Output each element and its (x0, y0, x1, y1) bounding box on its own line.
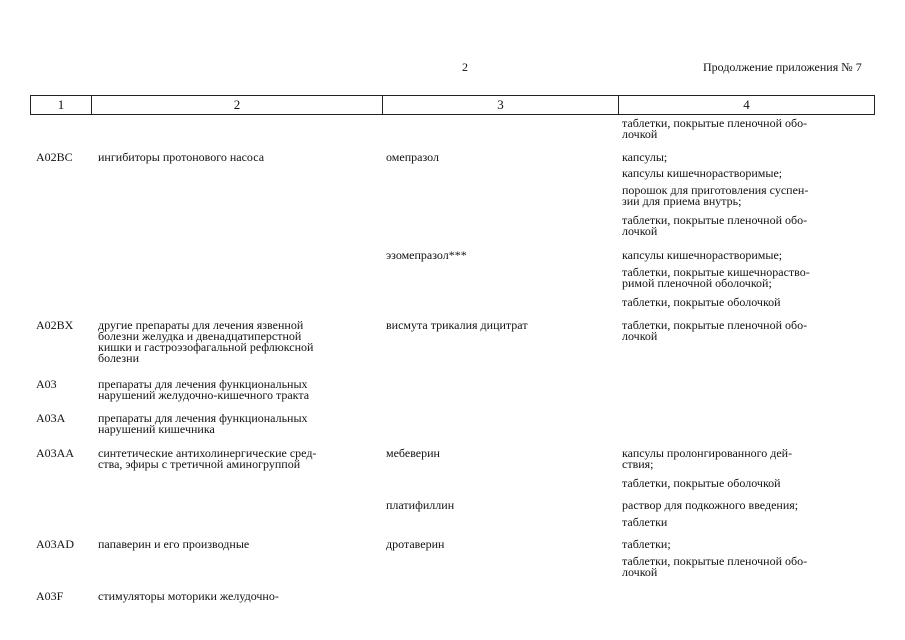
atc-code: A02BC (36, 150, 73, 164)
atc-description: стимуляторы моторики желудочно- (98, 589, 279, 603)
dosage-form: таблетки, покрытые пленочной обо- лочкой (622, 213, 808, 238)
drug-name: эзомепразол*** (386, 248, 467, 262)
dosage-form: таблетки, покрытые пленочной обо- лочкой (622, 554, 808, 579)
atc-code: A03A (36, 411, 66, 425)
dosage-form: таблетки, покрытые пленочной обо- лочкой (622, 318, 808, 343)
drug-name: висмута трикалия дицитрат (386, 318, 528, 332)
drug-name: мебеверин (386, 446, 440, 460)
dosage-form: капсулы пролонгированного дей- ствия; (622, 446, 793, 471)
atc-code: A03AA (36, 446, 74, 460)
page-number: 2 (462, 60, 468, 74)
drug-name: омепразол (386, 150, 439, 164)
drug-name: платифиллин (386, 498, 455, 512)
dosage-form: таблетки, покрытые кишечнораство- римой пленочной оболочкой; (622, 265, 810, 290)
dosage-form: капсулы; (622, 150, 668, 164)
atc-description: препараты для лечения функциональных нарушений желудочно-кишечного тракта (98, 377, 310, 402)
atc-code: A03AD (36, 537, 74, 551)
atc-description: другие препараты для лечения язвенной болезни желудка и двенадцатиперстной кишки и гастроэзофагальной рефлюксной болезни (98, 318, 314, 365)
header-col-4: 4 (743, 97, 750, 112)
header-col-1: 1 (31, 96, 92, 114)
dosage-form: порошок для приготовления суспен- зии для приема внутрь; (622, 183, 809, 208)
dosage-form: капсулы кишечнорастворимые; (622, 248, 783, 262)
header-col-3: 3 (383, 96, 619, 114)
continued-dosage-form: таблетки, покрытые пленочной обо- лочкой (622, 116, 808, 141)
dosage-form: таблетки (622, 515, 668, 529)
atc-description: ингибиторы протонового насоса (98, 150, 265, 164)
atc-description: препараты для лечения функциональных нарушений кишечника (98, 411, 308, 436)
atc-description: папаверин и его производные (98, 537, 250, 551)
atc-description: синтетические антихолинергические сред- ства, эфиры с третичной аминогруппой (98, 446, 317, 471)
dosage-form: таблетки; (622, 537, 671, 551)
atc-code: A02BX (36, 318, 74, 332)
dosage-form: таблетки, покрытые оболочкой (622, 295, 781, 309)
dosage-form: таблетки, покрытые оболочкой (622, 476, 781, 490)
dosage-form: раствор для подкожного введения; (622, 498, 799, 512)
drug-name: дротаверин (386, 537, 445, 551)
header-col-2: 2 (92, 96, 383, 114)
dosage-form: капсулы кишечнорастворимые; (622, 166, 783, 180)
atc-code: A03F (36, 589, 64, 603)
continuation-note: Продолжение приложения № 7 (703, 60, 862, 74)
table-header (30, 95, 875, 115)
atc-code: A03 (36, 377, 57, 391)
